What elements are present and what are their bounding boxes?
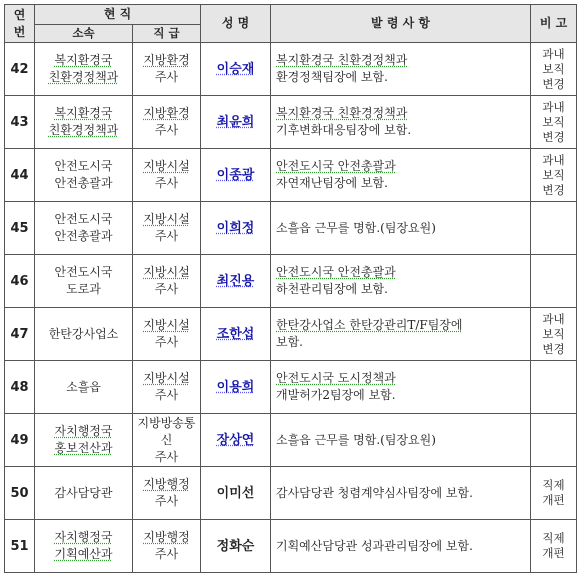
header-department: 소속 [35,25,133,43]
remark-line: 보직 [542,167,565,182]
grade-cell: 지방시설 주사 [133,308,201,361]
remark-line: 보직 [542,114,565,129]
remark-line: 개편 [542,493,565,507]
remarks-cell [531,149,577,202]
remarks-cell [531,520,577,573]
table-row [5,43,577,96]
row-number: 42 [5,43,35,96]
remark-line: 변경 [542,341,565,356]
person-name: 이승재 [201,43,271,96]
row-number: 50 [5,467,35,520]
grade-cell: 지방시설 주사 [133,149,201,202]
remark-line: 보직 [542,61,565,76]
department-cell: 복지환경국 친환경정책과 [35,96,133,149]
department-cell: 한탄강사업소 [35,308,133,361]
remark-line: 과내 [542,311,565,326]
department-cell: 안전도시국 안전총괄과 [35,149,133,202]
person-name: 정화순 [201,520,271,573]
remarks-cell [531,361,577,414]
personnel-table [4,4,577,573]
person-name: 이용희 [201,361,271,414]
remarks-cell [531,96,577,149]
grade-cell: 지방시설 주사 [133,361,201,414]
grade-cell: 지방시설 주사 [133,255,201,308]
row-number: 51 [5,520,35,573]
remark-line: 변경 [542,76,565,91]
order-cell: 안전도시국 도시정책과 개발허가2팀장에 보함. [271,361,531,414]
remark-line: 과내 [542,152,565,167]
order-cell: 한탄강사업소 한탄강관리T/F팀장에 보함. [271,308,531,361]
remark-line: 보직 [542,326,565,341]
remark-line: 변경 [542,129,565,144]
remark-line: 과내 [542,46,565,61]
person-name: 조한섭 [201,308,271,361]
order-cell: 복지환경국 친환경정책과 환경정책팀장에 보함. [271,43,531,96]
row-number: 48 [5,361,35,414]
table-row [5,255,577,308]
grade-cell: 지방시설 주사 [133,202,201,255]
header-order: 발 령 사 항 [271,5,531,43]
department-cell: 소흘읍 [35,361,133,414]
header-current-position: 현 직 [35,5,201,25]
remarks-cell [531,467,577,520]
person-name: 이희정 [201,202,271,255]
grade-cell: 지방환경 주사 [133,96,201,149]
header-name: 성 명 [201,5,271,43]
table-row [5,520,577,573]
order-cell: 안전도시국 안전총괄과 자연재난팀장에 보함. [271,149,531,202]
table-row [5,414,577,467]
remarks-cell [531,414,577,467]
remark-line: 직제 [542,478,565,492]
table-row [5,202,577,255]
department-cell: 자치행정국 홍보전산과 [35,414,133,467]
remarks-cell [531,308,577,361]
order-cell: 복지환경국 친환경정책과 기후변화대응팀장에 보함. [271,96,531,149]
department-cell: 복지환경국 친환경정책과 [35,43,133,96]
order-cell: 감사담당관 청렴계약심사팀장에 보함. [271,467,531,520]
row-number: 49 [5,414,35,467]
table-row [5,467,577,520]
order-cell: 소흘읍 근무를 명함.(팀장요원) [271,414,531,467]
remark-line: 직제 [542,531,565,545]
department-cell: 자치행정국 기획예산과 [35,520,133,573]
remark-line: 과내 [542,99,565,114]
grade-cell: 지방행정 주사 [133,467,201,520]
grade-cell: 지방환경 주사 [133,43,201,96]
header-grade: 직 급 [133,25,201,43]
department-cell: 감사담당관 [35,467,133,520]
row-number: 46 [5,255,35,308]
row-number: 44 [5,149,35,202]
header-number: 연 번 [5,5,35,43]
person-name: 이미선 [201,467,271,520]
grade-cell: 지방행정 주사 [133,520,201,573]
row-number: 43 [5,96,35,149]
remarks-cell [531,202,577,255]
row-number: 47 [5,308,35,361]
remark-line: 변경 [542,182,565,197]
table-row [5,149,577,202]
department-cell: 안전도시국 안전총괄과 [35,202,133,255]
grade-cell: 지방방송통신 주사 [133,414,201,467]
person-name: 최윤희 [201,96,271,149]
header-remarks: 비 고 [531,5,577,43]
order-cell: 안전도시국 안전총괄과 하천관리팀장에 보함. [271,255,531,308]
remarks-cell [531,43,577,96]
person-name: 이종광 [201,149,271,202]
remarks-cell [531,255,577,308]
department-cell: 안전도시국 도로과 [35,255,133,308]
person-name: 최진용 [201,255,271,308]
table-row [5,361,577,414]
order-cell: 기획예산담당관 성과관리팀장에 보함. [271,520,531,573]
table-row [5,96,577,149]
person-name: 장상연 [201,414,271,467]
order-cell: 소흘읍 근무를 명함.(팀장요원) [271,202,531,255]
remark-line: 개편 [542,546,565,560]
table-row [5,308,577,361]
row-number: 45 [5,202,35,255]
